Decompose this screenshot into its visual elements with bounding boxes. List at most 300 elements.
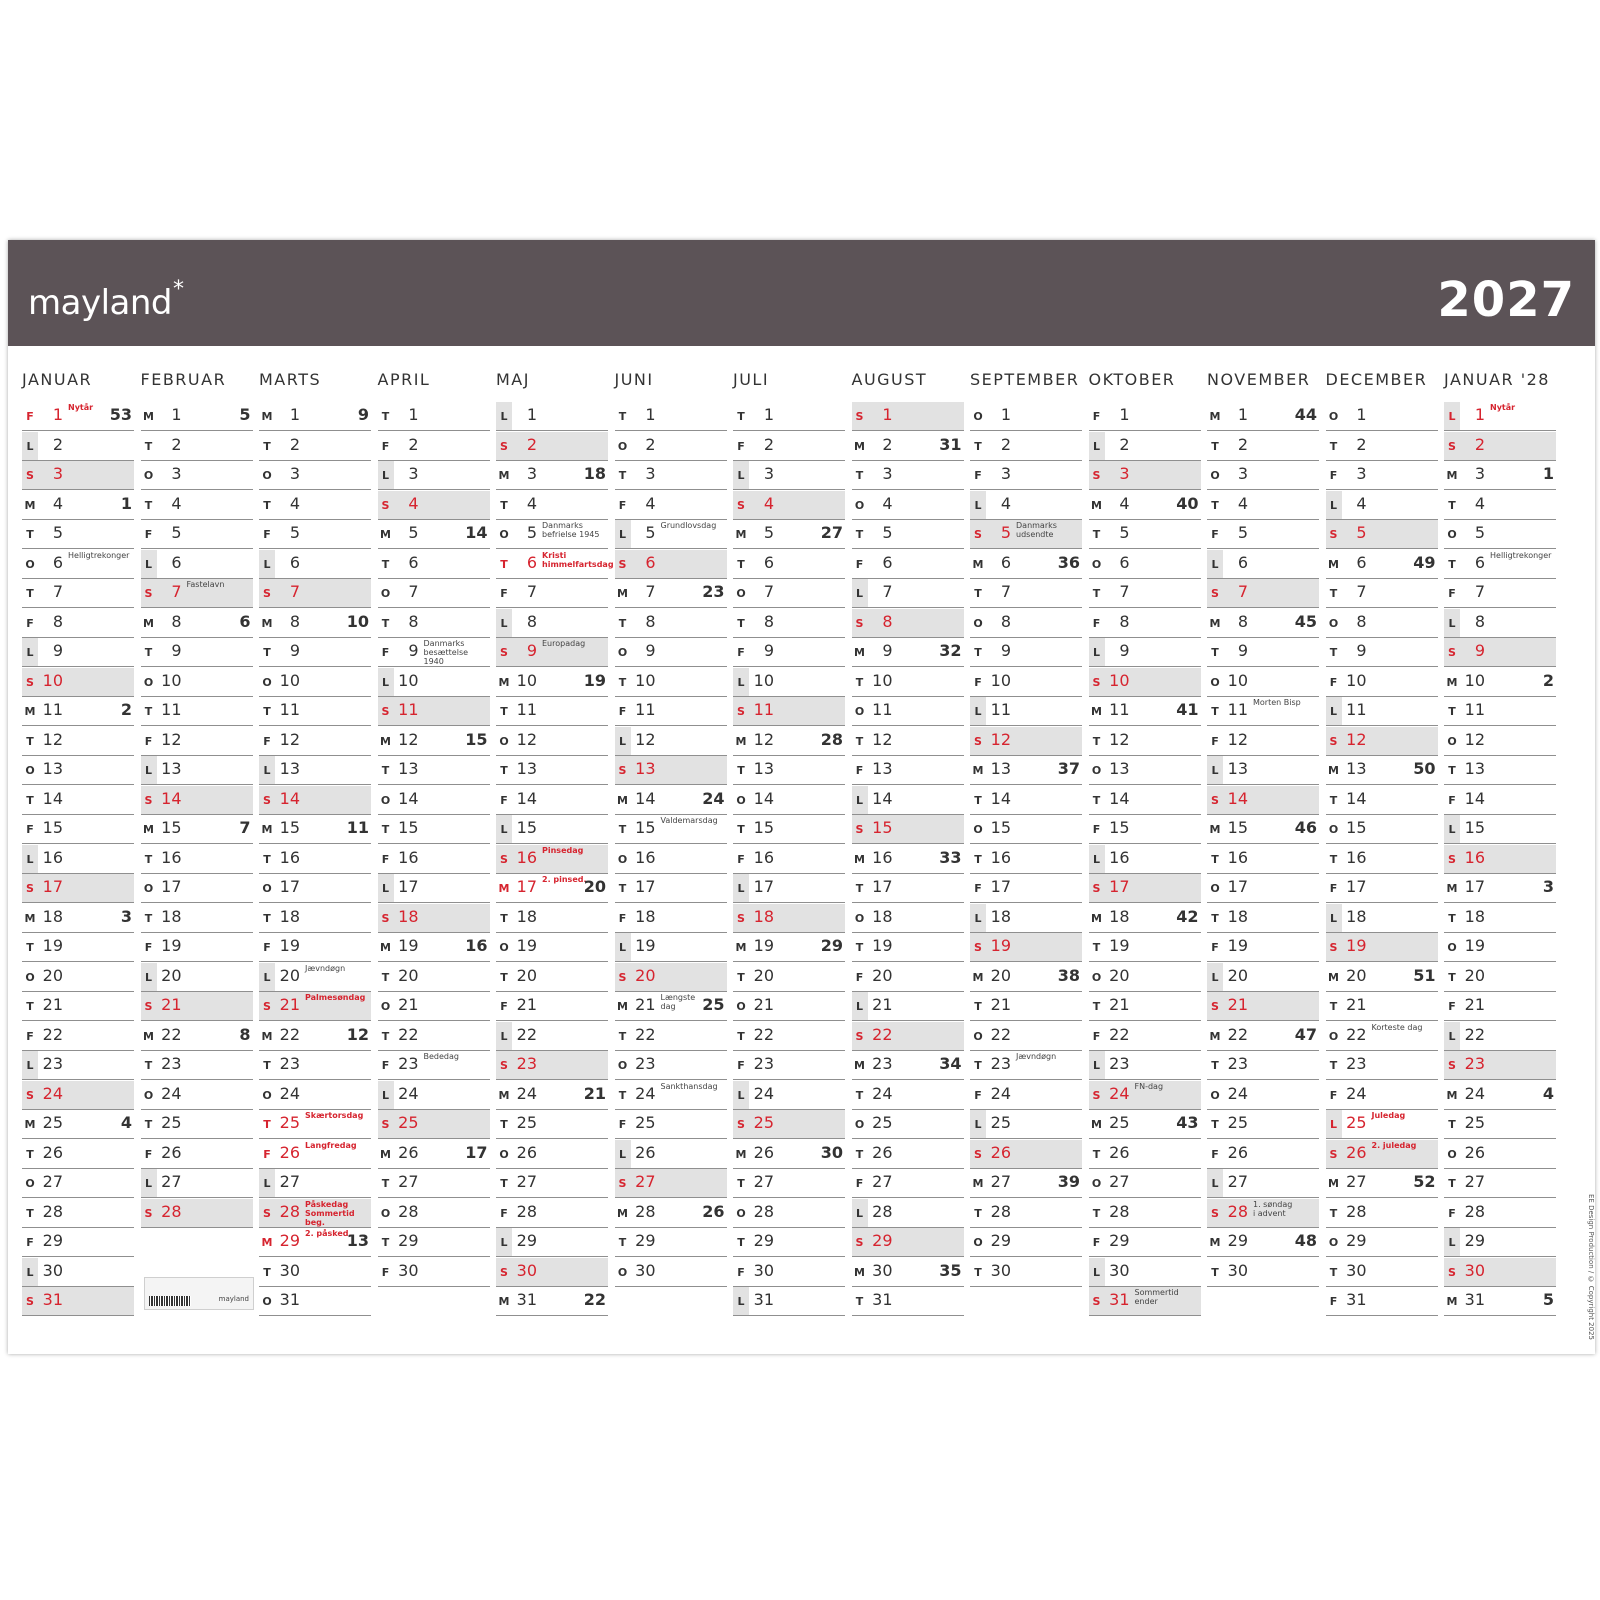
day-number: 12 — [161, 729, 182, 749]
day-number: 14 — [990, 788, 1011, 808]
day-number: 30 — [516, 1260, 537, 1280]
day-number: 9 — [1474, 641, 1485, 660]
day-row — [22, 460, 134, 490]
weekday-letter: F — [618, 911, 627, 925]
day-number: 17 — [753, 877, 774, 896]
day-number: 6 — [526, 552, 537, 572]
weekday-letter: F — [500, 793, 508, 807]
weekday-letter: T — [381, 1236, 390, 1249]
day-number: 15 — [1109, 818, 1130, 837]
weekday-letter: L — [618, 941, 626, 954]
day-number: 11 — [1109, 700, 1130, 719]
day-row — [378, 1050, 490, 1080]
day-row — [22, 1286, 134, 1316]
day-number: 29 — [42, 1231, 63, 1250]
weekday-letter: S — [618, 1177, 627, 1190]
weekday-letter: T — [381, 764, 390, 777]
weekday-letter: L — [263, 764, 271, 777]
day-note: Danmarks besættelse 1940 — [423, 639, 469, 666]
weekday-letter: T — [618, 410, 627, 423]
day-number: 18 — [1464, 906, 1485, 926]
weekday-letter: L — [500, 616, 508, 630]
weekday-letter: S — [500, 1059, 508, 1072]
day-number: 3 — [171, 464, 182, 483]
day-row — [22, 962, 134, 992]
day-number: 31 — [516, 1290, 537, 1309]
weekday-letter: O — [1091, 1177, 1102, 1190]
day-row — [496, 726, 608, 756]
day-row — [1089, 608, 1201, 638]
day-number: 1 — [526, 405, 537, 424]
day-number: 28 — [872, 1201, 893, 1221]
day-row — [852, 1139, 964, 1169]
day-row — [22, 490, 134, 520]
day-number: 25 — [161, 1113, 182, 1132]
day-row — [852, 844, 964, 874]
day-row — [141, 431, 253, 461]
day-row — [1326, 814, 1438, 844]
day-number: 10 — [279, 670, 300, 690]
day-row — [1089, 991, 1201, 1021]
day-number: 19 — [1109, 936, 1130, 955]
weekday-letter: M — [972, 970, 984, 984]
day-row — [615, 1050, 727, 1080]
day-number: 7 — [526, 582, 537, 601]
week-number: 46 — [1294, 818, 1317, 837]
weekday-letter: S — [26, 1088, 34, 1102]
day-note: Langfredag — [305, 1140, 357, 1150]
day-row — [1207, 667, 1319, 697]
weekday-letter: O — [736, 1000, 746, 1013]
day-note: Sommertid ender — [1134, 1288, 1179, 1306]
day-number: 17 — [1346, 877, 1367, 896]
day-row — [259, 1109, 371, 1139]
weekday-letter: O — [854, 911, 865, 925]
day-row — [378, 431, 490, 461]
day-number: 21 — [398, 995, 419, 1014]
day-row — [1089, 962, 1201, 992]
day-row — [852, 785, 964, 815]
weekday-letter: L — [974, 498, 982, 512]
day-row — [22, 401, 134, 431]
week-number: 48 — [1294, 1231, 1317, 1250]
day-number: 3 — [1119, 464, 1130, 483]
day-number: 17 — [279, 877, 300, 896]
weekday-letter: F — [381, 1265, 390, 1279]
day-number: 28 — [279, 1201, 300, 1221]
weekday-letter: T — [618, 882, 627, 895]
weekday-letter: F — [144, 528, 153, 541]
day-row — [1207, 1257, 1319, 1287]
weekday-letter: L — [974, 911, 982, 925]
day-number: 19 — [42, 936, 63, 955]
day-number: 13 — [1227, 759, 1248, 778]
day-number: 20 — [990, 965, 1011, 985]
weekday-letter: M — [854, 439, 865, 453]
day-number: 26 — [1227, 1142, 1248, 1162]
day-row — [733, 431, 845, 461]
weekday-letter: S — [974, 1147, 982, 1161]
day-number: 21 — [1227, 995, 1248, 1014]
day-number: 16 — [42, 847, 63, 867]
weekday-letter: F — [974, 469, 982, 482]
day-row — [1326, 637, 1438, 667]
day-row — [22, 755, 134, 785]
weekday-letter: M — [617, 1000, 628, 1013]
day-row — [615, 962, 727, 992]
weekday-letter: L — [381, 882, 389, 895]
weekday-letter: L — [381, 675, 389, 689]
day-row — [141, 549, 253, 579]
weekday-letter: T — [500, 498, 508, 512]
day-note: Jævndøgn — [305, 963, 346, 973]
day-row — [378, 1227, 490, 1257]
day-row — [141, 873, 253, 903]
day-number: 20 — [1464, 965, 1485, 985]
day-row — [1089, 696, 1201, 726]
day-number: 17 — [1227, 877, 1248, 896]
day-row — [1089, 1050, 1201, 1080]
day-number: 19 — [635, 936, 656, 955]
weekday-letter: S — [855, 410, 864, 423]
day-number: 27 — [872, 1172, 893, 1191]
day-number: 24 — [990, 1083, 1011, 1103]
day-row — [22, 549, 134, 579]
weekday-letter: F — [1448, 587, 1456, 600]
day-number: 13 — [635, 759, 656, 778]
day-number: 13 — [42, 759, 63, 778]
week-number: 9 — [357, 405, 369, 424]
day-number: 25 — [872, 1113, 893, 1132]
day-row — [1089, 726, 1201, 756]
month-name: OKTOBER — [1088, 370, 1176, 389]
day-row — [970, 1198, 1082, 1228]
day-row — [1326, 903, 1438, 933]
weekday-letter: M — [1446, 1088, 1458, 1102]
weekday-letter: L — [26, 439, 34, 453]
week-number: 35 — [939, 1260, 962, 1280]
weekday-letter: T — [1329, 1265, 1338, 1279]
weekday-letter: S — [737, 911, 745, 925]
weekday-letter: F — [144, 734, 153, 748]
day-number: 4 — [289, 493, 300, 513]
calendar-year: 2027 — [1437, 272, 1575, 328]
month-name: DECEMBER — [1325, 370, 1428, 389]
day-row — [1089, 1257, 1201, 1287]
day-note: Palmesøndag — [305, 993, 366, 1002]
day-number: 14 — [635, 788, 656, 808]
day-number: 13 — [872, 759, 893, 778]
day-row — [615, 932, 727, 962]
day-row — [970, 755, 1082, 785]
day-number: 3 — [1000, 464, 1011, 483]
day-number: 11 — [635, 700, 656, 719]
day-row — [852, 519, 964, 549]
day-row — [970, 1109, 1082, 1139]
weekday-letter: S — [855, 616, 864, 630]
weekday-letter: S — [855, 823, 864, 836]
day-row — [970, 1168, 1082, 1198]
day-number: 1 — [289, 405, 300, 424]
day-number: 7 — [882, 582, 893, 601]
weekday-letter: L — [618, 734, 626, 748]
day-number: 30 — [42, 1260, 63, 1280]
day-row — [22, 1139, 134, 1169]
day-row — [496, 431, 608, 461]
day-number: 16 — [635, 847, 656, 867]
weekday-letter: O — [499, 1147, 509, 1161]
weekday-letter: L — [855, 1000, 863, 1013]
day-row — [378, 814, 490, 844]
weekday-letter: S — [1092, 1295, 1101, 1308]
day-row — [22, 726, 134, 756]
day-row — [733, 1080, 845, 1110]
day-number: 27 — [1227, 1172, 1248, 1191]
day-row — [1326, 991, 1438, 1021]
day-number: 8 — [289, 611, 300, 631]
weekday-letter: T — [855, 1295, 864, 1308]
day-row — [1089, 903, 1201, 933]
weekday-letter: T — [1211, 911, 1219, 925]
day-number: 22 — [398, 1024, 419, 1044]
day-row — [259, 932, 371, 962]
day-number: 22 — [1109, 1024, 1130, 1044]
day-row — [970, 726, 1082, 756]
day-row — [378, 696, 490, 726]
day-row — [1444, 1168, 1556, 1198]
day-number: 26 — [753, 1142, 774, 1162]
weekday-letter: T — [263, 498, 271, 512]
weekday-letter: S — [1211, 587, 1219, 600]
weekday-letter: M — [972, 1177, 984, 1190]
day-row — [852, 608, 964, 638]
day-number: 1 — [1474, 405, 1485, 424]
day-number: 12 — [1109, 729, 1130, 749]
day-number: 4 — [763, 493, 774, 513]
month-name: MAJ — [496, 370, 530, 389]
weekday-letter: T — [855, 941, 864, 954]
day-number: 16 — [753, 847, 774, 867]
day-row — [1207, 578, 1319, 608]
weekday-letter: F — [618, 1118, 627, 1131]
weekday-letter: S — [1448, 439, 1456, 453]
day-row — [733, 991, 845, 1021]
week-number: 12 — [346, 1024, 369, 1044]
weekday-letter: S — [1448, 1059, 1456, 1072]
day-row — [1326, 1227, 1438, 1257]
day-number: 15 — [990, 818, 1011, 837]
day-number: 24 — [635, 1083, 656, 1103]
weekday-letter: T — [26, 1000, 34, 1013]
day-number: 16 — [516, 847, 537, 867]
weekday-letter: M — [1209, 410, 1221, 423]
day-number: 22 — [42, 1024, 63, 1044]
day-row — [141, 460, 253, 490]
weekday-letter: L — [263, 557, 271, 571]
weekday-letter: F — [1211, 941, 1219, 954]
day-row — [496, 932, 608, 962]
day-row — [970, 431, 1082, 461]
day-number: 11 — [42, 700, 63, 719]
day-row — [1326, 1021, 1438, 1051]
day-row — [496, 460, 608, 490]
day-number: 23 — [872, 1054, 893, 1073]
weekday-letter: F — [855, 970, 864, 984]
day-note: Helligtrekonger — [1490, 550, 1552, 560]
day-row — [733, 814, 845, 844]
day-number: 18 — [279, 906, 300, 926]
day-number: 8 — [1119, 611, 1130, 631]
day-row — [615, 578, 727, 608]
day-row — [1207, 814, 1319, 844]
day-number: 8 — [763, 611, 774, 631]
day-number: 30 — [990, 1260, 1011, 1280]
weekday-letter: L — [974, 1118, 982, 1131]
weekday-letter: T — [974, 1206, 982, 1220]
day-number: 28 — [398, 1201, 419, 1221]
weekday-letter: O — [973, 823, 983, 836]
weekday-letter: T — [1448, 557, 1456, 571]
day-row — [259, 460, 371, 490]
day-note: 2. pinsed. — [542, 875, 587, 884]
day-number: 30 — [635, 1260, 656, 1280]
day-row — [259, 962, 371, 992]
weekday-letter: M — [498, 1295, 510, 1308]
day-number: 24 — [1346, 1083, 1367, 1103]
day-row — [1444, 431, 1556, 461]
weekday-letter: T — [855, 528, 864, 541]
day-number: 13 — [753, 759, 774, 778]
week-number: 22 — [583, 1290, 606, 1309]
copyright-credit: EE Design Production / © Copyright 2025 — [1587, 1194, 1595, 1340]
day-number: 15 — [1464, 818, 1485, 837]
day-number: 8 — [1237, 611, 1248, 631]
day-row — [1207, 460, 1319, 490]
day-number: 31 — [1346, 1290, 1367, 1309]
weekday-letter: T — [26, 587, 34, 600]
day-row — [1444, 667, 1556, 697]
weekday-letter: M — [261, 1029, 273, 1043]
day-number: 25 — [1464, 1113, 1485, 1132]
day-row — [733, 696, 845, 726]
day-number: 8 — [1474, 611, 1485, 631]
weekday-letter: T — [144, 646, 153, 659]
weekday-letter: S — [737, 498, 745, 512]
day-row — [378, 578, 490, 608]
day-row — [141, 962, 253, 992]
day-row — [970, 814, 1082, 844]
day-number: 5 — [52, 523, 63, 542]
day-number: 30 — [753, 1260, 774, 1280]
day-row — [259, 696, 371, 726]
product-info-box — [144, 1277, 254, 1310]
weekday-letter: T — [26, 734, 34, 748]
day-number: 14 — [516, 788, 537, 808]
day-row — [1089, 460, 1201, 490]
day-number: 2 — [526, 434, 537, 454]
week-number: 52 — [1413, 1172, 1436, 1191]
weekday-letter: S — [381, 705, 390, 718]
week-number: 2 — [120, 700, 132, 719]
weekday-letter: L — [144, 970, 152, 984]
day-number: 9 — [645, 641, 656, 660]
weekday-letter: L — [263, 970, 271, 984]
day-row — [496, 696, 608, 726]
weekday-letter: F — [737, 646, 745, 659]
day-number: 14 — [1464, 788, 1485, 808]
day-row — [1444, 903, 1556, 933]
weekday-letter: T — [1329, 587, 1338, 600]
day-number: 28 — [161, 1201, 182, 1221]
day-row — [1444, 932, 1556, 962]
month-name: AUGUST — [851, 370, 928, 389]
weekday-letter: F — [500, 587, 508, 600]
week-number: 3 — [120, 906, 132, 926]
day-number: 22 — [279, 1024, 300, 1044]
weekday-letter: F — [974, 882, 982, 895]
day-row — [259, 755, 371, 785]
day-number: 12 — [398, 729, 419, 749]
day-number: 21 — [1346, 995, 1367, 1014]
weekday-letter: S — [381, 911, 390, 925]
weekday-letter: S — [737, 1118, 745, 1131]
day-number: 20 — [1227, 965, 1248, 985]
weekday-letter: M — [1091, 498, 1102, 512]
weekday-letter: L — [618, 528, 626, 541]
day-row — [970, 1139, 1082, 1169]
day-row — [1444, 401, 1556, 431]
day-row — [496, 637, 608, 667]
day-number: 5 — [171, 523, 182, 542]
day-number: 17 — [990, 877, 1011, 896]
weekday-letter: M — [854, 1059, 865, 1072]
day-row — [22, 667, 134, 697]
day-number: 15 — [753, 818, 774, 837]
weekday-letter: L — [737, 1295, 745, 1308]
day-number: 5 — [645, 523, 656, 542]
weekday-letter: O — [1447, 941, 1457, 954]
weekday-letter: M — [380, 734, 391, 748]
weekday-letter: F — [1329, 469, 1338, 482]
day-note: Morten Bisp — [1253, 698, 1301, 707]
weekday-letter: F — [1092, 823, 1101, 836]
day-row — [1207, 785, 1319, 815]
day-row — [733, 932, 845, 962]
day-number: 18 — [990, 906, 1011, 926]
day-number: 8 — [52, 611, 63, 631]
day-number: 4 — [1000, 493, 1011, 513]
day-note: Skærtorsdag — [305, 1111, 364, 1120]
day-row — [1444, 608, 1556, 638]
weekday-letter: S — [381, 498, 390, 512]
day-row — [496, 608, 608, 638]
day-number: 17 — [635, 877, 656, 896]
day-row — [615, 1080, 727, 1110]
weekday-letter: M — [1209, 1236, 1221, 1249]
day-row — [22, 578, 134, 608]
day-number: 10 — [398, 670, 419, 690]
day-row — [852, 814, 964, 844]
day-row — [259, 1286, 371, 1316]
day-number: 2 — [1356, 434, 1367, 454]
weekday-letter: T — [1448, 911, 1456, 925]
weekday-letter: L — [1448, 1029, 1456, 1043]
weekday-letter: F — [26, 1236, 34, 1249]
day-row — [852, 1198, 964, 1228]
weekday-letter: F — [144, 1147, 153, 1161]
weekday-letter: T — [737, 1177, 745, 1190]
day-row — [22, 1050, 134, 1080]
